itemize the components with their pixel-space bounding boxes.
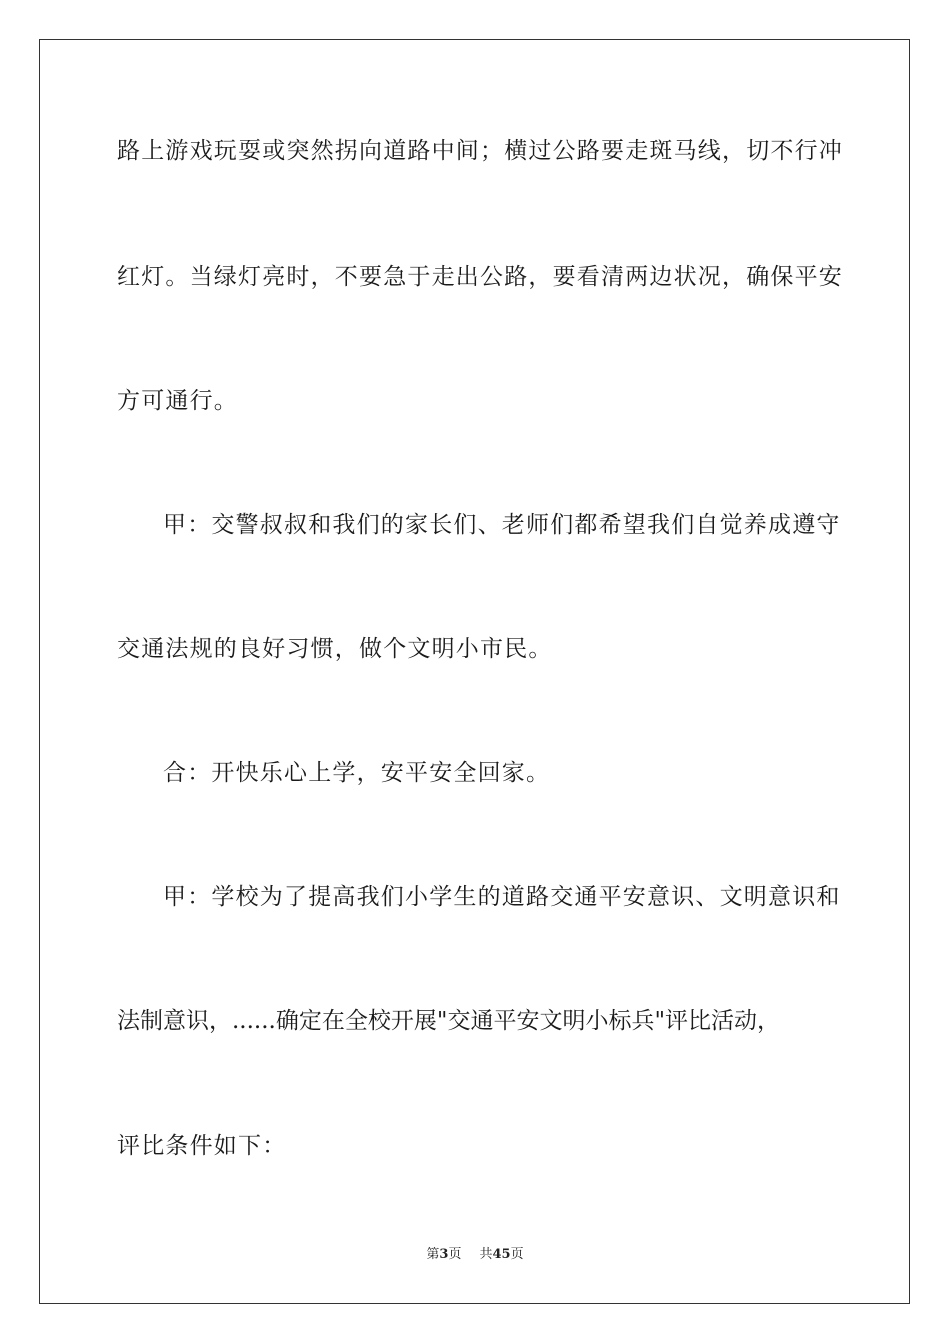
text-line: 交通法规的良好习惯，做个文明小市民。 bbox=[117, 636, 553, 662]
total-prefix: 共 bbox=[479, 1247, 493, 1262]
text-line: 甲：交警叔叔和我们的家长们、老师们都希望我们自觉养成遵守 bbox=[163, 512, 841, 538]
page-border bbox=[39, 39, 910, 1304]
text-line: 法制意识，......确定在全校开展"交通平安文明小标兵"评比活动， bbox=[117, 1008, 781, 1034]
text-line: 合：开快乐心上学，安平安全回家。 bbox=[163, 760, 551, 786]
text-line: 评比条件如下： bbox=[117, 1133, 287, 1159]
page-suffix: 页 bbox=[448, 1247, 462, 1262]
page-footer bbox=[0, 1246, 950, 1264]
text-line: 方可通行。 bbox=[117, 388, 238, 414]
text-line: 甲：学校为了提高我们小学生的道路交通平安意识、文明意识和 bbox=[163, 884, 841, 910]
total-suffix: 页 bbox=[510, 1247, 524, 1262]
text-line: 路上游戏玩耍或突然拐向道路中间；横过公路要走斑马线，切不行冲 bbox=[117, 138, 843, 164]
text-line: 红灯。当绿灯亮时，不要急于走出公路，要看清两边状况，确保平安 bbox=[117, 264, 843, 290]
page-number: 3 bbox=[439, 1247, 449, 1262]
total-pages: 45 bbox=[492, 1247, 511, 1262]
page-prefix: 第 bbox=[426, 1247, 440, 1262]
